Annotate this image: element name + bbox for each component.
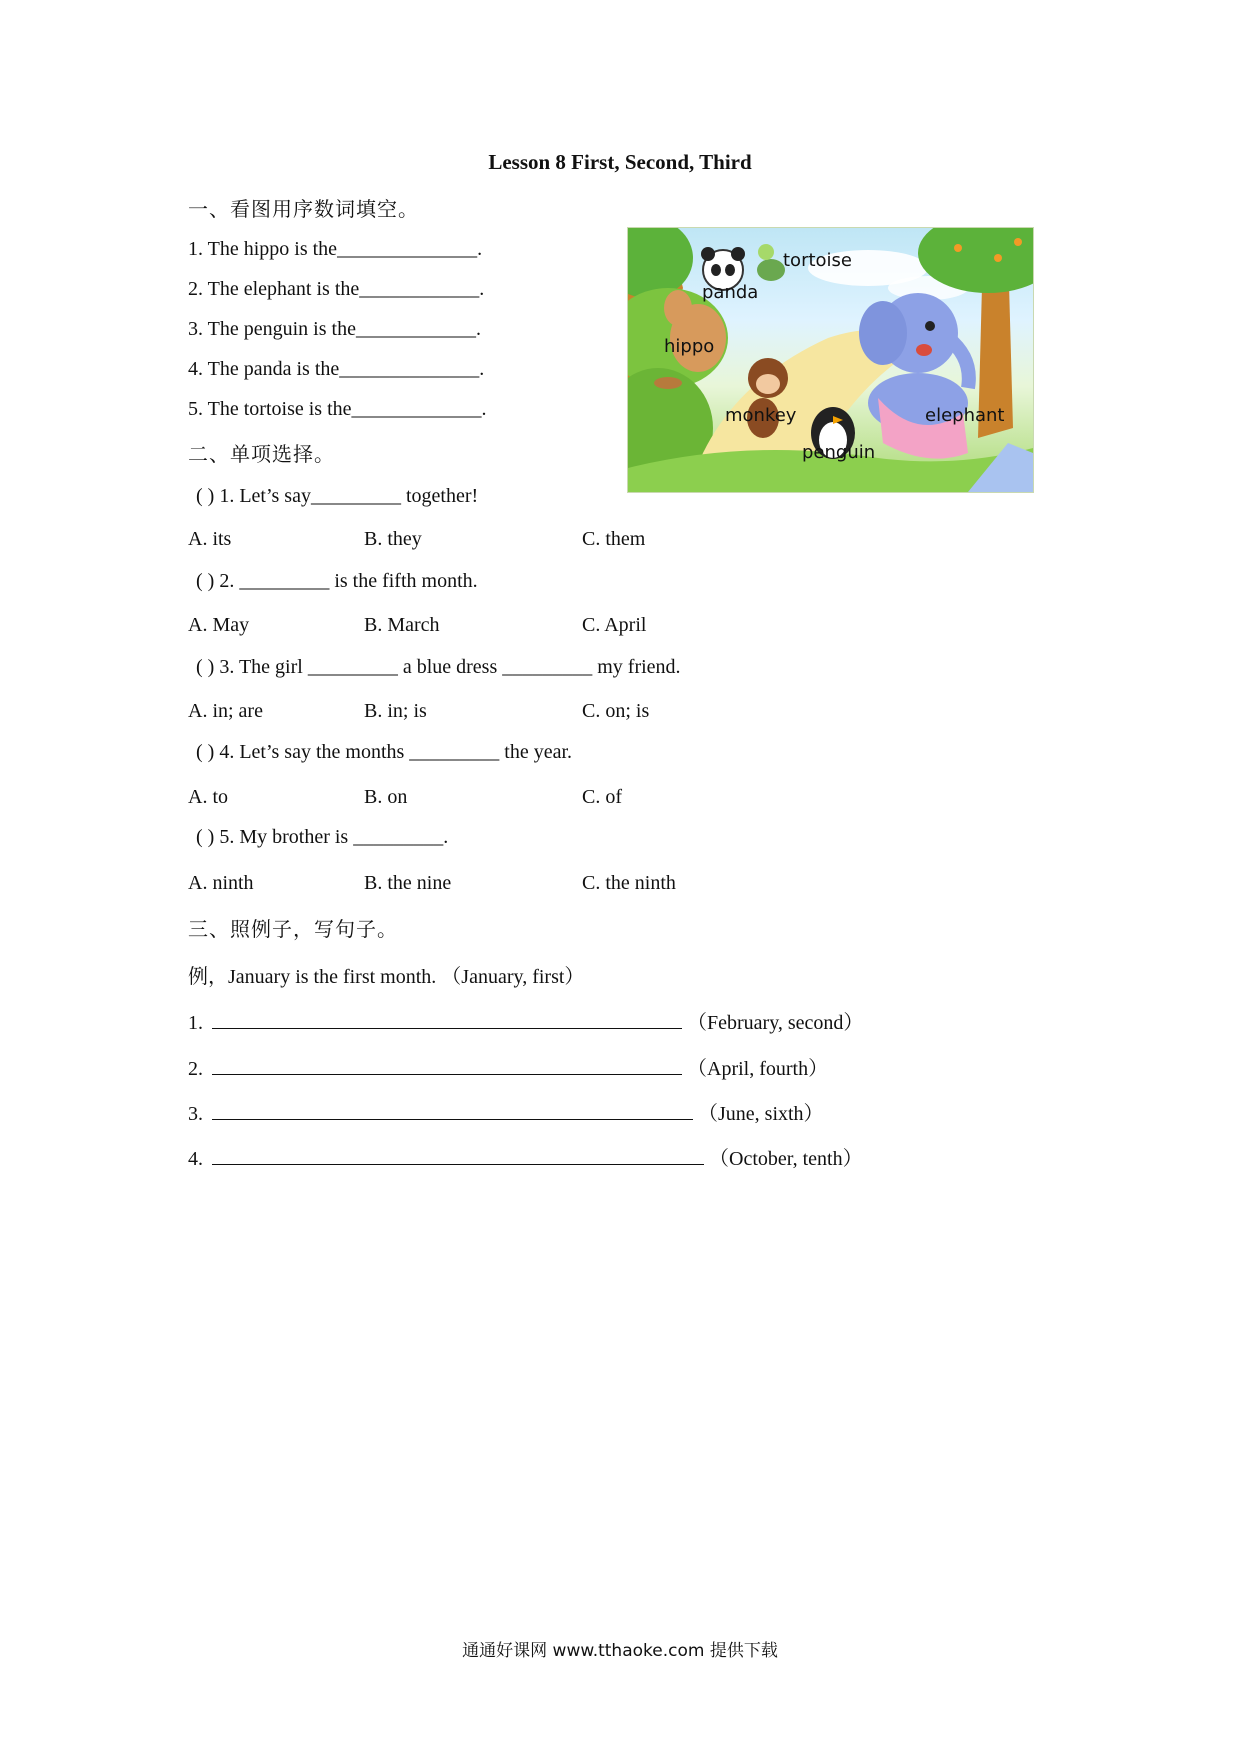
writing-line-2-hint: （April, fourth） — [687, 1058, 829, 1080]
section1-item-2: 2. The elephant is the____________. — [188, 278, 485, 300]
question-5: ( ) 5. My brother is _________. — [196, 826, 449, 848]
label-penguin: penguin — [802, 442, 876, 463]
answer-blank-4[interactable] — [212, 1146, 704, 1165]
section3-heading: 三、照例子，写句子。 — [188, 917, 398, 941]
writing-line-4-number: 4. — [188, 1148, 203, 1170]
writing-line-3-hint: （June, sixth） — [698, 1103, 824, 1125]
q1-option-a: A. its — [188, 528, 232, 550]
q5-option-c: C. the ninth — [582, 872, 676, 894]
label-tortoise: tortoise — [783, 250, 852, 271]
section1-item-1: 1. The hippo is the______________. — [188, 238, 483, 260]
q3-option-a: A. in; are — [188, 700, 263, 722]
answer-blank-1[interactable] — [212, 1010, 682, 1029]
writing-line-2-number: 2. — [188, 1058, 203, 1080]
q1-option-c: C. them — [582, 528, 646, 550]
q2-option-a: A. May — [188, 614, 250, 636]
answer-blank-3[interactable] — [212, 1101, 693, 1120]
writing-line-3-number: 3. — [188, 1103, 203, 1125]
label-elephant: elephant — [925, 405, 1005, 426]
page-footer: 通通好课网 www.tthaoke.com 提供下载 — [462, 1641, 778, 1661]
section3-example: 例，January is the first month. （January, first） — [188, 966, 585, 988]
writing-line-1-hint: （February, second） — [687, 1012, 864, 1034]
q2-option-c: C. April — [582, 614, 647, 636]
q3-option-c: C. on; is — [582, 700, 650, 722]
section1-item-5: 5. The tortoise is the_____________. — [188, 398, 487, 420]
writing-line-3 — [188, 1097, 824, 1126]
q3-option-b: B. in; is — [364, 700, 427, 722]
q1-option-b: B. they — [364, 528, 422, 550]
writing-line-1 — [188, 1006, 863, 1035]
question-4: ( ) 4. Let’s say the months _________ the year. — [196, 741, 573, 763]
writing-line-4 — [188, 1142, 863, 1171]
question-1: ( ) 1. Let’s say_________ together! — [196, 485, 479, 507]
q2-option-b: B. March — [364, 614, 440, 636]
q4-option-b: B. on — [364, 786, 408, 808]
section1-item-3: 3. The penguin is the____________. — [188, 318, 481, 340]
writing-line-1-number: 1. — [188, 1012, 203, 1034]
label-hippo: hippo — [664, 336, 715, 357]
question-3: ( ) 3. The girl _________ a blue dress _________ my friend. — [196, 656, 681, 678]
section2-heading: 二、单项选择。 — [188, 442, 335, 466]
q5-option-a: A. ninth — [188, 872, 254, 894]
page-title: Lesson 8 First, Second, Third — [488, 150, 752, 174]
section1-heading: 一、看图用序数词填空。 — [188, 197, 419, 221]
writing-line-2 — [188, 1052, 828, 1081]
q4-option-c: C. of — [582, 786, 622, 808]
answer-blank-2[interactable] — [212, 1056, 682, 1075]
q5-option-b: B. the nine — [364, 872, 452, 894]
question-2: ( ) 2. _________ is the fifth month. — [196, 570, 478, 592]
animals-illustration — [627, 227, 1034, 493]
writing-line-4-hint: （October, tenth） — [709, 1148, 863, 1170]
section1-item-4: 4. The panda is the______________. — [188, 358, 485, 380]
label-panda: panda — [702, 282, 759, 303]
q4-option-a: A. to — [188, 786, 228, 808]
label-monkey: monkey — [725, 405, 797, 426]
